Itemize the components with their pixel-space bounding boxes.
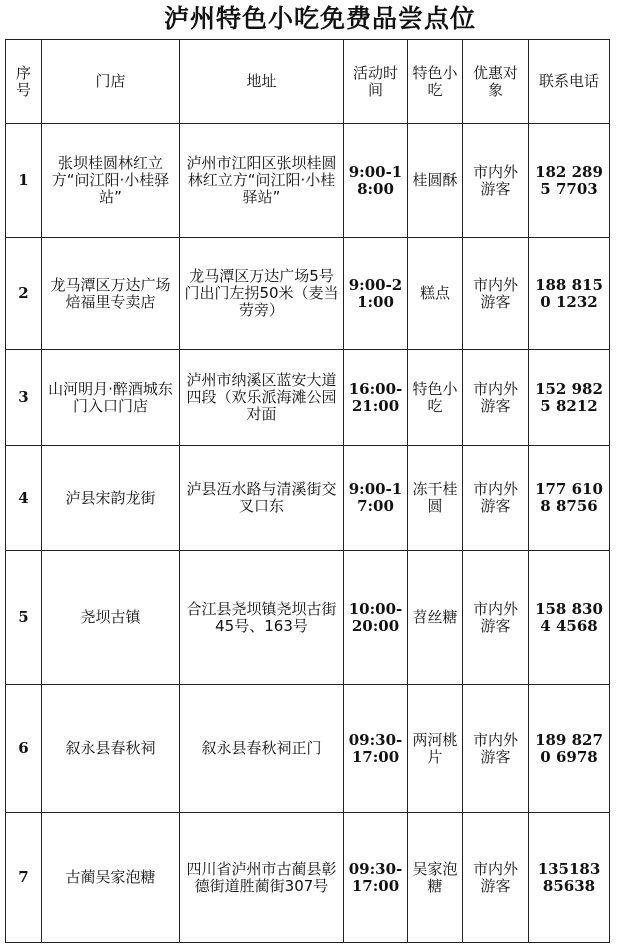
row-phone: 158 8304 4568 [529,551,610,685]
header-snack: 特色小吃 [408,40,463,124]
row-index: 5 [6,551,42,685]
header-address: 地址 [180,40,344,124]
row-store: 龙马潭区万达广场焙福里专卖店 [42,238,180,350]
table-row [6,350,610,446]
row-store: 叙永县春秋祠 [42,685,180,813]
row-index: 6 [6,685,42,813]
row-index: 3 [6,350,42,446]
row-address: 泸州市纳溪区蓝安大道四段（欢乐派海滩公园对面 [180,350,344,446]
row-store: 古蔺吴家泡糖 [42,813,180,943]
row-address: 合江县尧坝镇尧坝古街45号、163号 [180,551,344,685]
row-audience: 市内外游客 [463,124,529,238]
venue-table [5,39,610,943]
row-store: 尧坝古镇 [42,551,180,685]
header-audience: 优惠对象 [463,40,529,124]
table-row [6,238,610,350]
row-store: 山河明月·醉酒城东门入口门店 [42,350,180,446]
row-address: 泸县冱水路与清溪街交叉口东 [180,446,344,551]
row-snack: 桂圆酥 [408,124,463,238]
row-audience: 市内外游客 [463,446,529,551]
row-address: 泸州市江阳区张坝桂圆林红立方“问江阳·小桂驿站” [180,124,344,238]
table-row [6,446,610,551]
row-phone: 188 8150 1232 [529,238,610,350]
row-audience: 市内外游客 [463,350,529,446]
row-time: 9:00-18:00 [344,124,408,238]
table-header-row [6,40,610,124]
row-snack: 苕丝糖 [408,551,463,685]
header-index: 序号 [6,40,42,124]
row-phone: 182 2895 7703 [529,124,610,238]
page-title: 泸州特色小吃免费品尝点位 [163,4,476,33]
row-index: 1 [6,124,42,238]
row-snack: 糕点 [408,238,463,350]
row-time: 09:30-17:00 [344,813,408,943]
table-row [6,124,610,238]
header-time: 活动时间 [344,40,408,124]
row-time: 16:00-21:00 [344,350,408,446]
row-index: 4 [6,446,42,551]
row-time: 9:00-21:00 [344,238,408,350]
row-time: 10:00-20:00 [344,551,408,685]
row-audience: 市内外游客 [463,551,529,685]
table-row [6,551,610,685]
row-snack: 冻干桂圆 [408,446,463,551]
row-audience: 市内外游客 [463,685,529,813]
row-phone: 177 6108 8756 [529,446,610,551]
table-row [6,813,610,943]
row-address: 叙永县春秋祠正门 [180,685,344,813]
header-store: 门店 [42,40,180,124]
row-phone: 135183 85638 [529,813,610,943]
row-index: 7 [6,813,42,943]
row-address: 四川省泸州市古蔺县彰德街道胜蔺街307号 [180,813,344,943]
row-phone: 152 9825 8212 [529,350,610,446]
row-audience: 市内外游客 [463,238,529,350]
row-snack: 特色小吃 [408,350,463,446]
row-store: 泸县宋韵龙街 [42,446,180,551]
row-time: 9:00-17:00 [344,446,408,551]
row-snack: 两河桃片 [408,685,463,813]
row-index: 2 [6,238,42,350]
row-snack: 吴家泡糖 [408,813,463,943]
table-row [6,685,610,813]
header-phone: 联系电话 [529,40,610,124]
row-store: 张坝桂圆林红立方“问江阳·小桂驿站” [42,124,180,238]
row-audience: 市内外游客 [463,813,529,943]
row-phone: 189 8270 6978 [529,685,610,813]
row-time: 09:30-17:00 [344,685,408,813]
row-address: 龙马潭区万达广场5号门出门左拐50米（麦当劳旁） [180,238,344,350]
